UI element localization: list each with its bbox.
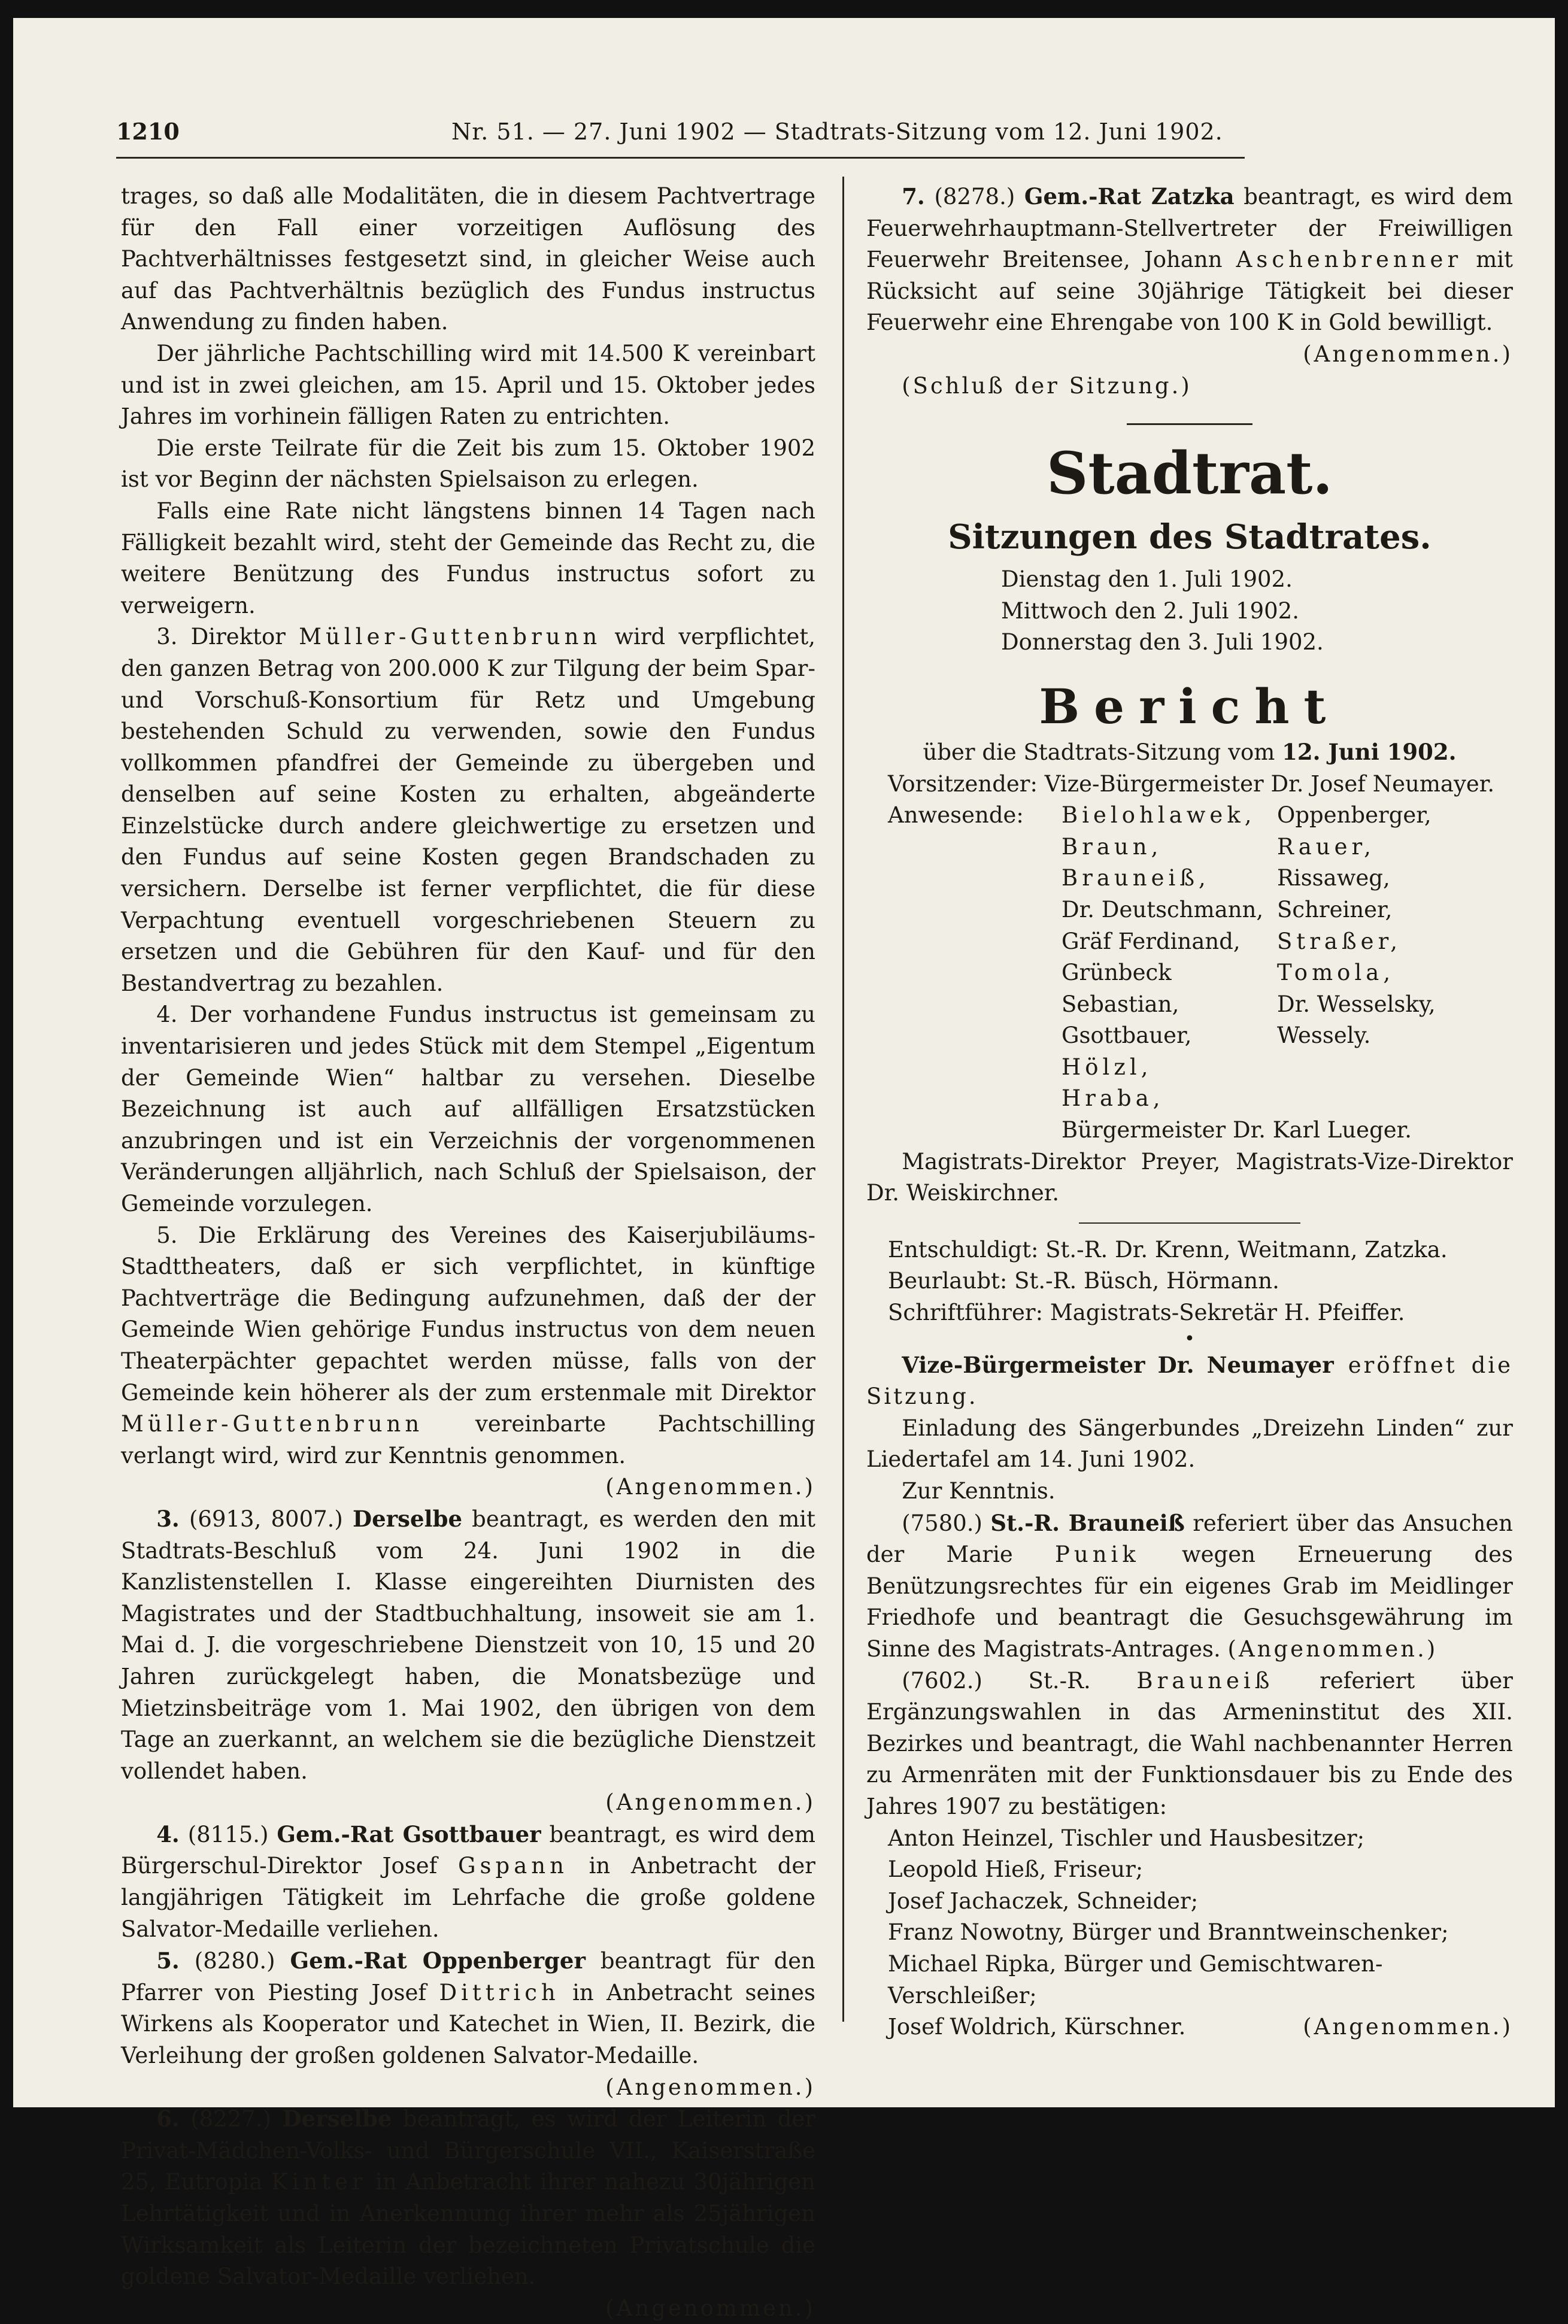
- page-number: 1210: [116, 118, 180, 145]
- paragraph: Der jährliche Pachtschilling wird mit 14.500 K vereinbart und ist in zwei gleichen, am 15. April und 15. Oktober jedes Jahres im vorhinein fälligen Raten zu entrichten.: [121, 340, 815, 430]
- attendee: Gsottbauer,: [1061, 1023, 1192, 1049]
- list-item: Franz Nowotny, Bürger und Branntweinschenker;: [888, 1919, 1449, 1946]
- secretary-line: Schriftführer: Magistrats-Sekretär H. Pfeiffer.: [888, 1300, 1405, 1326]
- paragraph: [121, 621, 815, 999]
- attendee: Braun,: [1061, 833, 1163, 860]
- person-name: Gspann: [458, 1853, 568, 1879]
- text-run: in Anbetracht der langjährigen Tätigkeit im Lehrfache die große goldene Salvator-Medaille verliehen.: [121, 1853, 815, 1942]
- list-item: Michael Ripka, Bürger und Gemischtwaren-Verschleißer;: [888, 1950, 1383, 2009]
- attendee: Grünbeck Sebastian,: [1061, 960, 1179, 1017]
- text-run: beantragt, es wird der Leiterin der Privat-Mädchen-Volks- und Bürgerschule VII., Kaiserstraße 25, Eutropia: [121, 2106, 815, 2195]
- noted-line: Zur Kenntnis.: [902, 1478, 1056, 1504]
- item-ref: (8227.): [179, 2106, 283, 2132]
- column-divider: [842, 177, 844, 2022]
- attendee: Brauneiß,: [1061, 865, 1210, 891]
- motion-item: [866, 181, 1513, 339]
- attendee: Hölzl,: [1061, 1054, 1153, 1080]
- session-date: Dienstag den 1. Juli 1902.: [1001, 566, 1293, 593]
- issue-info: Nr. 51. — 27. Juni 1902 — Stadtrats-Sitzung vom 12. Juni 1902.: [451, 119, 1223, 145]
- attendance-column-1: [1061, 800, 1277, 1115]
- magistrat-line: Magistrats-Direktor Preyer, Magistrats-Vize-Direktor Dr. Weiskirchner.: [866, 1148, 1513, 1206]
- motion-item: [121, 1503, 815, 1787]
- report-item: [866, 1665, 1513, 1823]
- opening-line: [866, 1349, 1513, 1413]
- person-name: Punik: [1054, 1542, 1140, 1568]
- sitzungen-heading: Sitzungen des Stadtrates.: [948, 517, 1431, 557]
- angenommen-note: (Angenommen.): [1227, 1636, 1438, 1662]
- person-name: Kinter: [271, 2169, 367, 2195]
- separator-dot: •: [1184, 1328, 1195, 1349]
- attendance-list: [888, 800, 1513, 1115]
- item-number: 5.: [156, 1947, 180, 1974]
- item-speaker: Derselbe: [353, 1505, 463, 1532]
- text-run: in Anbetracht seines Wirkens als Kooperator und Katechet in Wien, II. Bezirk, die Verleihung der großen goldenen Salvator-Medaille.: [121, 1979, 815, 2069]
- text-run: über die Stadtrats-Sitzung vom: [923, 739, 1282, 765]
- item-number: 7.: [902, 183, 925, 210]
- leave-line: Beurlaubt: St.-R. Büsch, Hörmann.: [888, 1268, 1279, 1294]
- text-run: eröffnet die Sitzung.: [866, 1352, 1514, 1410]
- item-ref: (7580.): [902, 1510, 991, 1536]
- motion-item: [121, 1945, 815, 2071]
- item-ref: (8280.): [179, 1948, 290, 1974]
- attendee: Schreiner,: [1277, 896, 1393, 923]
- item-number: 6.: [156, 2105, 180, 2132]
- invitation-line: Einladung des Sängerbundes „Dreizehn Linden“ zur Liedertafel am 14. Juni 1902.: [866, 1415, 1513, 1473]
- attendee: Straßer,: [1277, 928, 1402, 954]
- angenommen-note: (Angenommen.): [605, 1474, 815, 1500]
- attendance-column-2: [1277, 800, 1517, 1115]
- session-closed: (Schluß der Sitzung.): [902, 372, 1192, 399]
- list-item-last: [866, 2011, 1513, 2043]
- text-run: beantragt für den Pfarrer von Piesting Josef: [121, 1948, 815, 2006]
- text-run: vereinbarte Pachtschilling verlangt wird, wird zur Kenntnis genommen.: [121, 1411, 815, 1469]
- list-item: Leopold Hieß, Friseur;: [888, 1856, 1144, 1883]
- text-run: beantragt, es wird dem Bürgerschul-Direktor Josef: [121, 1821, 816, 1879]
- person-name: Müller-Guttenbrunn: [299, 624, 602, 650]
- bericht-subtitle: [866, 736, 1513, 769]
- paragraph: Falls eine Rate nicht längstens binnen 14 Tagen nach Fälligkeit bezahlt wird, steht der Gemeinde das Recht zu, die weitere Benützung des Fundus instructus sofort zu verweigern.: [121, 497, 815, 618]
- person-name: Aschenbrenner: [1236, 247, 1463, 273]
- paragraph: 4. Der vorhandene Fundus instructus ist gemeinsam zu inventarisieren und jedes Stück mit dem Stempel „Eigentum der Gemeinde Wien“ haltbar zu versehen. Dieselbe Bezeichnung ist auch auf allfälligen Ersatzstücken anzubringen und ist ein Verzeichnis der vorgenommenen Veränderungen alljährlich, nach Schluß der Spielsaison, der Gemeinde vorzulegen.: [121, 1002, 815, 1216]
- attendee: Rauer,: [1277, 833, 1375, 860]
- left-column: [121, 181, 815, 2324]
- mayor-line: Bürgermeister Dr. Karl Lueger.: [1061, 1117, 1412, 1143]
- attendee: Gräf Ferdinand,: [1061, 928, 1241, 954]
- report-item: [866, 1507, 1513, 1665]
- section-rule: [1079, 1222, 1300, 1224]
- attendee: Hraba,: [1061, 1085, 1164, 1112]
- attendee: Wessely.: [1277, 1023, 1371, 1049]
- person-name: Dittrich: [439, 1979, 560, 2006]
- session-date: 12. Juni 1902.: [1282, 738, 1457, 765]
- person-name: Brauneiß: [1136, 1667, 1274, 1694]
- item-ref: (8278.): [924, 184, 1024, 210]
- list-item: Anton Heinzel, Tischler und Hausbesitzer;: [888, 1825, 1365, 1851]
- attendee: Tomola,: [1277, 960, 1395, 986]
- excused-line: Entschuldigt: St.-R. Dr. Krenn, Weitmann, Zatzka.: [888, 1236, 1448, 1263]
- text-run: 3. Direktor: [156, 624, 299, 650]
- attendance-label: Anwesende:: [888, 802, 1024, 829]
- right-column: [866, 181, 1513, 2043]
- newspaper-page: [13, 18, 1555, 2321]
- angenommen-note: (Angenommen.): [605, 2295, 815, 2321]
- item-ref: (8115.): [179, 1821, 277, 1847]
- section-rule: [1127, 423, 1252, 425]
- text-run: referiert über Ergänzungswahlen in das Armeninstitut des XII. Bezirkes und beantragt, die Wahl nachbenannter Herren zu Armenräten mit der Funktionsdauer bis zu Ende des Jahres 1907 zu bestätigen:: [866, 1667, 1513, 1819]
- text-run: beantragt, es werden den mit Stadtrats-Beschluß vom 24. Juni 1902 in die Kanzlistenstellen I. Klasse eingereihten Diurnisten des Magistrates und der Stadtbuchhaltung, insoweit sie am 1. Mai d. J. die vorgeschriebene Dienstzeit von 10, 15 und 20 Jahren zurückgelegt haben, die Monatsbezüge und Mietzinsbeiträge vom 1. Mai 1902, den übrigen von dem Tage an zuerkannt, an welchem sie die bezügliche Dienstzeit vollendet haben.: [121, 1506, 815, 1784]
- header-rule: [116, 157, 1245, 159]
- text-run: mit Rücksicht auf seine 30jährige Tätigkeit bei dieser Feuerwehr eine Ehrengabe von 100 K in Gold bewilligt.: [866, 247, 1513, 336]
- item-speaker: St.-R. Brauneiß: [990, 1509, 1185, 1536]
- stadtrat-heading: Stadtrat.: [1047, 439, 1333, 508]
- angenommen-note: (Angenommen.): [1303, 2014, 1513, 2040]
- paragraph: [121, 1220, 815, 1472]
- page-header: [116, 111, 1239, 153]
- item-speaker: Derselbe: [282, 2105, 392, 2132]
- text-run: 5. Die Erklärung des Vereines des Kaiserjubiläums-Stadttheaters, daß er sich verpflichtet, in künftige Pachtverträge die Bedingung aufzunehmen, daß der der Gemeinde Wien gehörige Fundus instructus von dem neuen Theaterpächter gepachtet werden müsse, falls von der Gemeinde kein höherer als der zum erstenmale mit Direktor: [121, 1222, 815, 1406]
- text-run: wegen Erneuerung des Benützungsrechtes für ein eigenes Grab im Meidlinger Friedhofe und beantragt die Gesuchsgewährung im Sinne des Magistrats-Antrages.: [866, 1542, 1514, 1662]
- list-item: Josef Woldrich, Kürschner.: [888, 2014, 1186, 2040]
- text-run: referiert über das Ansuchen der Marie: [866, 1510, 1514, 1568]
- item-speaker: Gem.-Rat Gsottbauer: [277, 1821, 541, 1847]
- person-name: Müller-Guttenbrunn: [121, 1411, 424, 1437]
- session-date: Mittwoch den 2. Juli 1902.: [1001, 597, 1299, 624]
- paragraph: Die erste Teilrate für die Zeit bis zum 15. Oktober 1902 ist vor Beginn der nächsten Spielsaison zu erlegen.: [121, 435, 815, 493]
- chairman-line: Vorsitzender: Vize-Bürgermeister Dr. Josef Neumayer.: [888, 770, 1495, 797]
- motion-item: [121, 1819, 815, 1945]
- paragraph: trages, so daß alle Modalitäten, die in diesem Pachtvertrage für den Fall einer vorzeitigen Auflösung des Pachtverhältnisses festgesetzt sind, in gleicher Weise auch auf das Pachtverhältnis bezüglich des Fundus instructus Anwendung zu finden haben.: [121, 183, 815, 335]
- attendee: Dr. Deutschmann,: [1061, 896, 1264, 923]
- text-run: (7602.) St.-R.: [902, 1667, 1137, 1694]
- angenommen-note: (Angenommen.): [605, 2074, 815, 2100]
- session-dates: [866, 564, 1513, 659]
- item-ref: (6913, 8007.): [179, 1506, 353, 1532]
- session-date: Donnerstag den 3. Juli 1902.: [1001, 629, 1324, 656]
- text-run: wird verpflichtet, den ganzen Betrag von 200.000 K zur Tilgung der beim Spar- und Vorschuß-Konsortium für Retz und Umgebung bestehenden Schuld zu verwenden, sowie den Fundus vollkommen pfandfrei der Gemeinde zu übergeben und denselben auf seine Kosten zu erhalten, abgeänderte Einzelstücke durch andere gleichwertige zu ersetzen und den Fundus auf seine Kosten gegen Brandschaden zu versichern. Derselbe ist ferner verpflichtet, die für diese Verpachtung eventuell vorgeschriebenen Steuern zu ersetzen und die Gebühren für den Kauf- und für den Bestandvertrag zu bezahlen.: [121, 624, 815, 996]
- text-run: in Anbetracht ihrer nahezu 30jährigen Lehrtätigkeit und in Anerkennung ihrer mehr als 25jährigen Wirksamkeit als Leiterin der bezeichneten Privatschule die goldene Salvator-Medaille verliehen.: [121, 2169, 815, 2290]
- item-speaker: Vize-Bürgermeister Dr. Neumayer: [902, 1351, 1334, 1378]
- bericht-heading: Bericht: [1039, 678, 1340, 735]
- attendee: Oppenberger,: [1277, 802, 1431, 829]
- text-run: beantragt, es wird dem Feuerwehrhauptmann-Stellvertreter der Freiwilligen Feuerwehr Breitensee, Johann: [866, 184, 1513, 273]
- attendee: Bielohlawek,: [1061, 802, 1256, 829]
- list-item: Josef Jachaczek, Schneider;: [888, 1888, 1199, 1914]
- item-number: 3.: [156, 1505, 180, 1532]
- attendee: Rissaweg,: [1277, 865, 1390, 891]
- item-number: 4.: [156, 1821, 180, 1847]
- angenommen-note: (Angenommen.): [1303, 341, 1513, 367]
- angenommen-note: (Angenommen.): [605, 1789, 815, 1816]
- motion-item: [121, 2103, 815, 2293]
- item-speaker: Gem.-Rat Oppenberger: [290, 1947, 586, 1974]
- attendee: Dr. Wesselsky,: [1277, 991, 1436, 1017]
- item-speaker: Gem.-Rat Zatzka: [1024, 183, 1235, 210]
